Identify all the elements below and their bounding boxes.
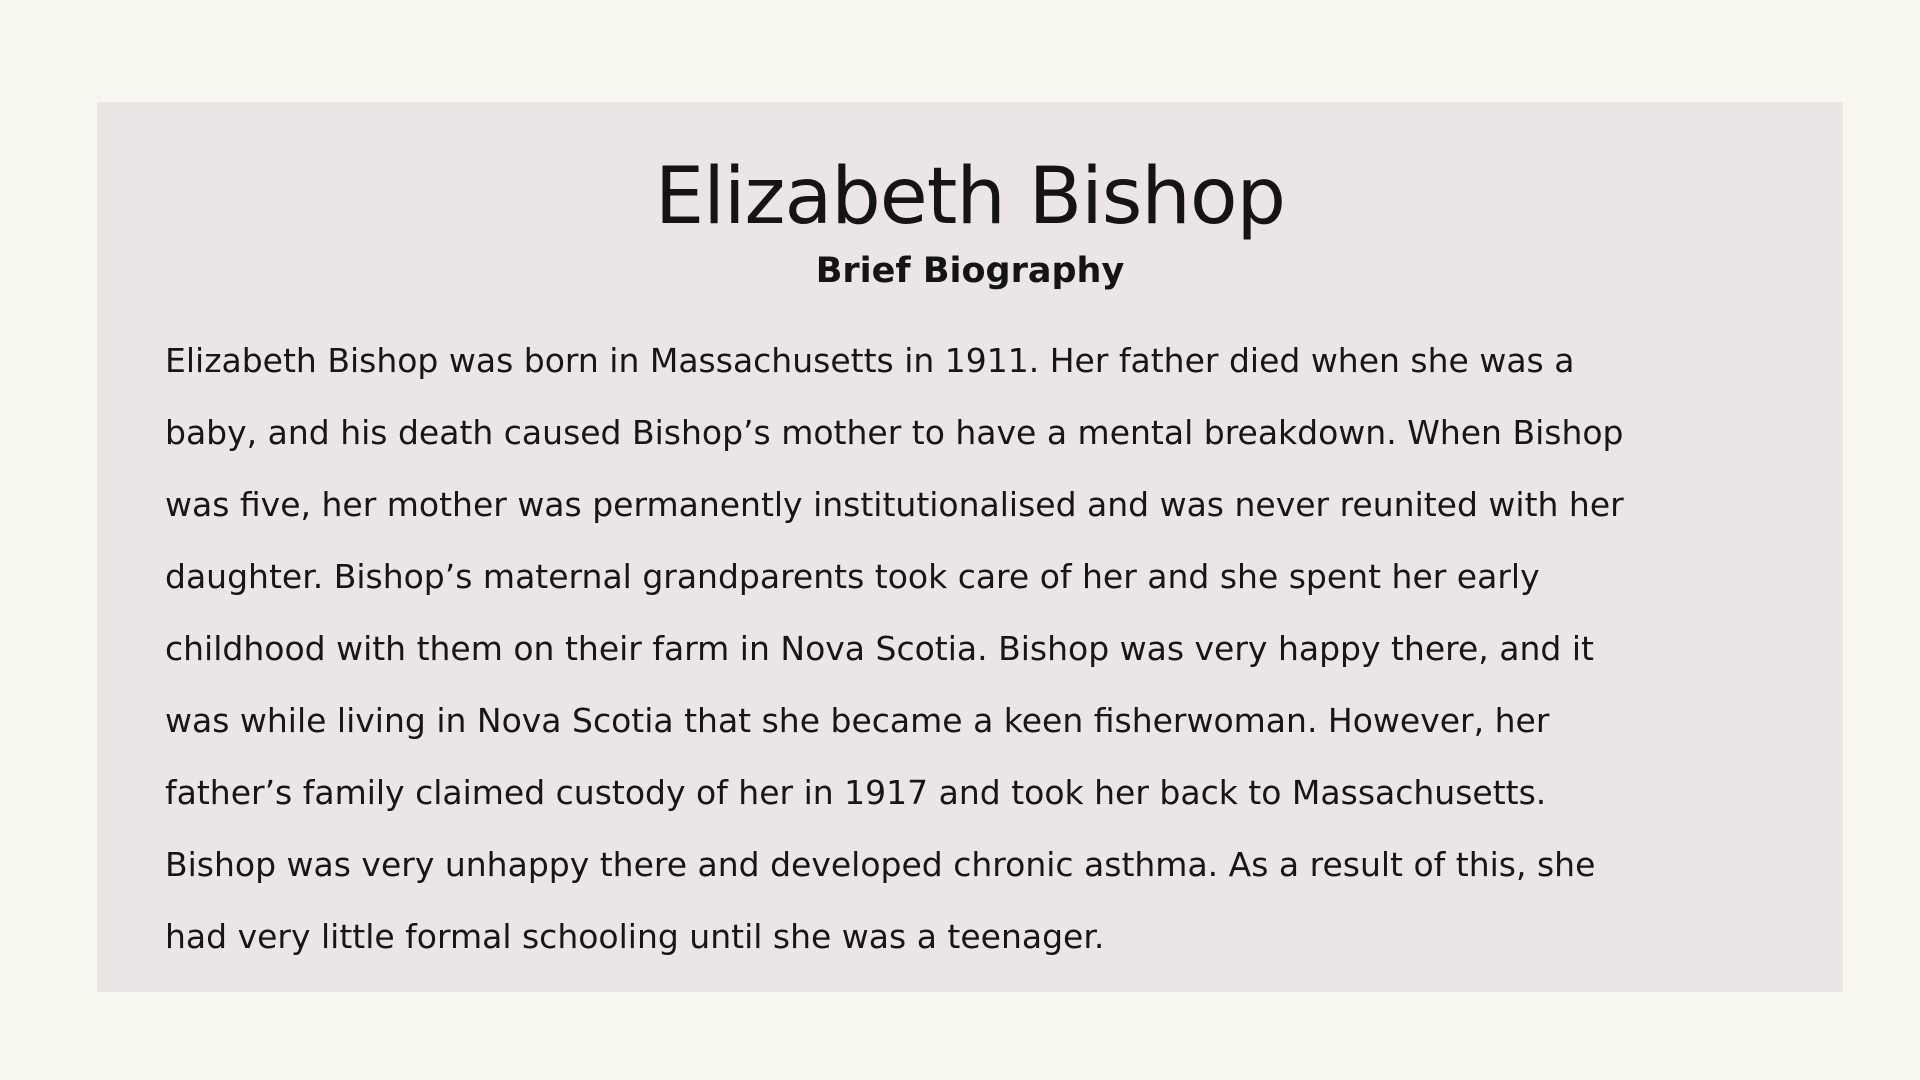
body-line: Elizabeth Bishop was born in Massachusetts in 1911. Her father died when she was a [165, 341, 1575, 381]
biography-card [97, 102, 1843, 992]
body-line: was while living in Nova Scotia that she became a keen fisherwoman. However, her [165, 701, 1550, 741]
page-title: Elizabeth Bishop [654, 152, 1286, 242]
body-line: father’s family claimed custody of her in 1917 and took her back to Massachusetts. [165, 773, 1547, 813]
body-line: Bishop was very unhappy there and developed chronic asthma. As a result of this, she [165, 845, 1596, 885]
page-subtitle: Brief Biography [815, 251, 1125, 292]
body-line: childhood with them on their farm in Nova Scotia. Bishop was very happy there, and it [165, 629, 1594, 669]
body-line: daughter. Bishop’s maternal grandparents took care of her and she spent her early [165, 557, 1540, 597]
body-line: baby, and his death caused Bishop’s mother to have a mental breakdown. When Bishop [165, 413, 1624, 453]
biography-text [165, 325, 1775, 973]
body-line: was five, her mother was permanently institutionalised and was never reunited with her [165, 485, 1624, 525]
body-line: had very little formal schooling until she was a teenager. [165, 917, 1105, 957]
